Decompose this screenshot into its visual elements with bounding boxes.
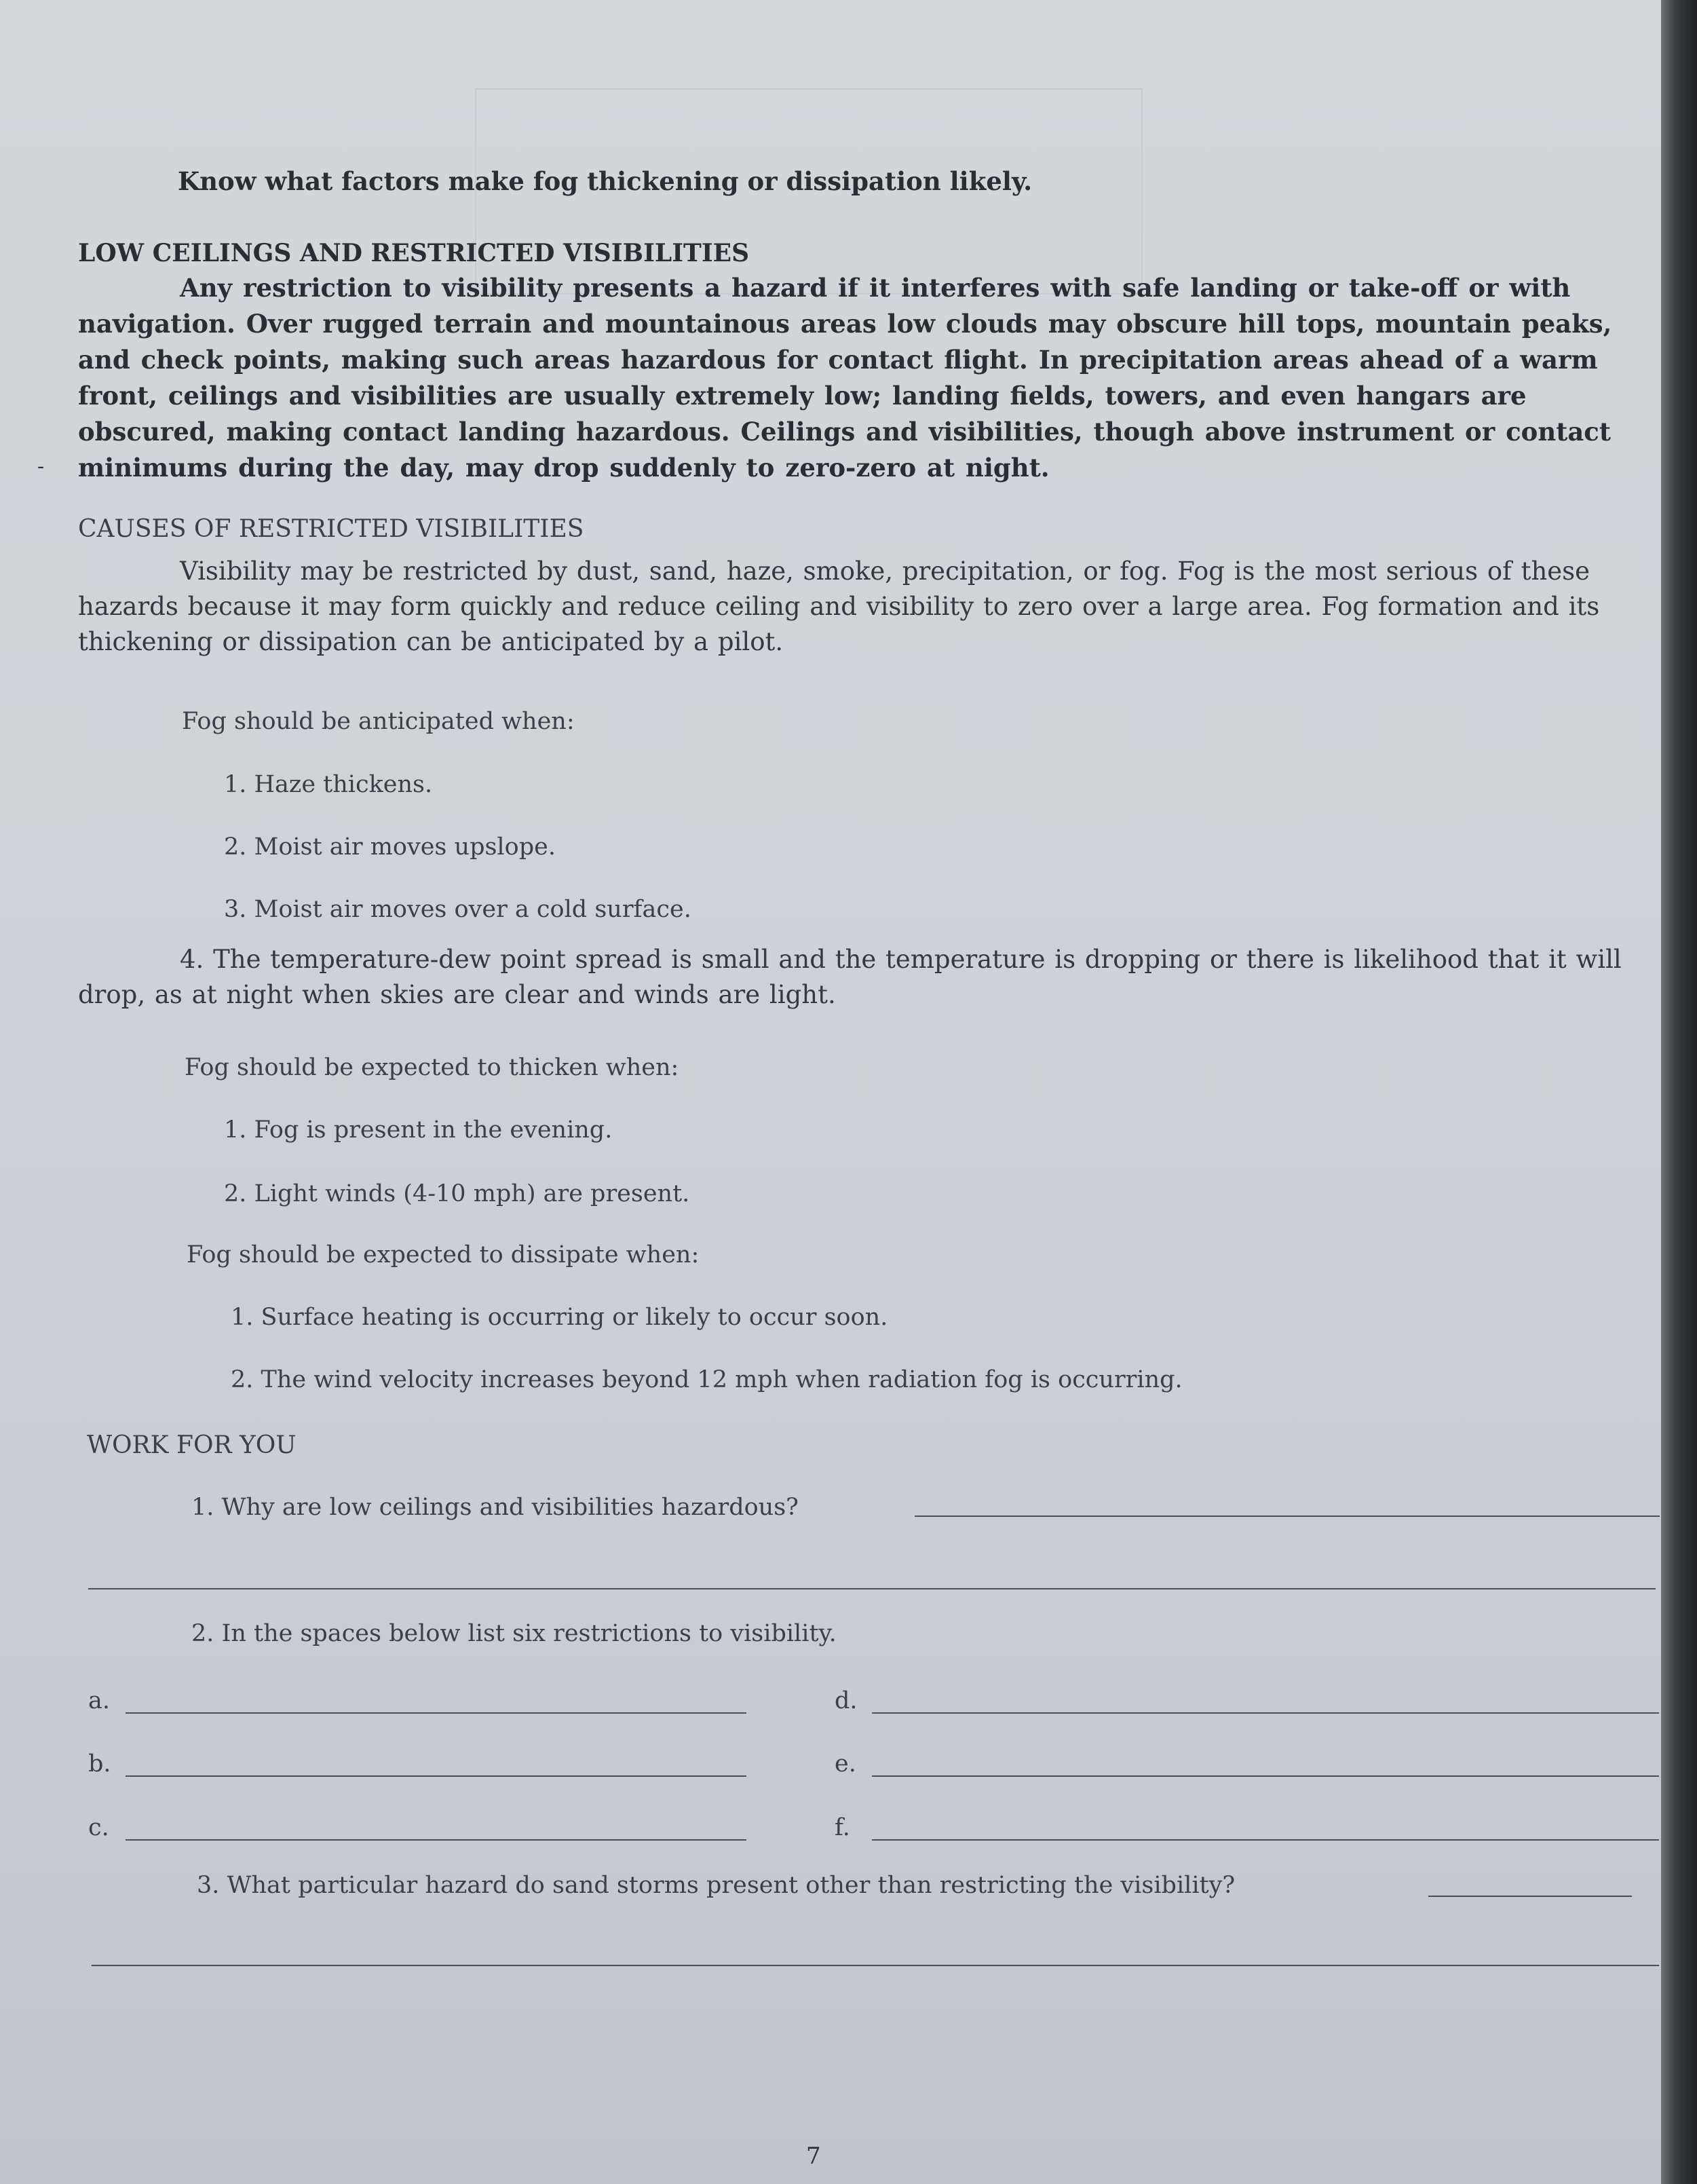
anticipated-intro: Fog should be anticipated when: — [182, 708, 575, 735]
causes-paragraph: Visibility may be restricted by dust, sand, haze, smoke, precipitation, or fog. Fog is the most serious of these hazards because it may form quickly and reduce ceiling and visibility to zero over a large area. Fog formation and its thickening or dissipation can be anticipated by a pilot. — [78, 557, 1600, 656]
answer-line-q3-b[interactable] — [92, 1965, 1659, 1966]
answer-line-q1-a[interactable] — [915, 1515, 1660, 1517]
blank-label-a: a. — [88, 1687, 110, 1714]
question-3: 3. What particular hazard do sand storms present other than restricting the visibility? — [197, 1872, 1236, 1899]
blank-label-c: c. — [88, 1814, 109, 1841]
answer-line-c[interactable] — [126, 1839, 746, 1841]
blank-label-b: b. — [88, 1750, 111, 1777]
thicken-intro: Fog should be expected to thicken when: — [185, 1054, 679, 1081]
anticipated-item-2: 2. Moist air moves upslope. — [224, 833, 556, 861]
thicken-item-2: 2. Light winds (4-10 mph) are present. — [224, 1180, 690, 1207]
section-heading-work: WORK FOR YOU — [87, 1431, 297, 1459]
section-heading-low-ceilings: LOW CEILINGS AND RESTRICTED VISIBILITIES — [78, 239, 750, 267]
section-heading-causes: CAUSES OF RESTRICTED VISIBILITIES — [78, 515, 584, 543]
page-number: 7 — [806, 2143, 821, 2170]
answer-line-e[interactable] — [872, 1775, 1659, 1777]
answer-line-a[interactable] — [126, 1712, 746, 1714]
question-1: 1. Why are low ceilings and visibilities hazardous? — [191, 1494, 799, 1521]
thicken-item-1: 1. Fog is present in the evening. — [224, 1116, 613, 1144]
dissipate-item-1: 1. Surface heating is occurring or likely to occur soon. — [231, 1304, 888, 1331]
anticipated-item-1: 1. Haze thickens. — [224, 771, 433, 798]
scanner-edge — [1661, 0, 1697, 2184]
answer-line-b[interactable] — [126, 1775, 746, 1777]
blank-label-d: d. — [835, 1687, 858, 1714]
low-ceilings-paragraph: Any restriction to visibility presents a hazard if it interferes with safe landing or take-off or with navigation. Over rugged terrain and mountainous areas low clouds may obscure hill tops, mountain peaks, and check points, making such areas hazardous for contact flight. In precipitation areas ahead of a warm front, ceilings and visibilities are usually extremely low; landing fields, towers, and even hangars are obscured, making contact landing hazardous. Ceilings and visibilities, though above instrument or contact minimums during the day, may drop suddenly to zero-zero at night. — [78, 273, 1612, 483]
anticipated-item-3: 3. Moist air moves over a cold surface. — [224, 896, 691, 923]
answer-line-d[interactable] — [872, 1712, 1659, 1714]
dissipate-item-2: 2. The wind velocity increases beyond 12 mph when radiation fog is occurring. — [231, 1366, 1183, 1393]
dissipate-intro: Fog should be expected to dissipate when: — [187, 1241, 700, 1268]
question-2: 2. In the spaces below list six restrictions to visibility. — [191, 1620, 837, 1647]
margin-mark: - — [37, 455, 45, 478]
anticipated-item-4: 4. The temperature-dew point spread is small and the temperature is dropping or there is likelihood that it will drop, as at night when skies are clear and winds are light. — [78, 945, 1622, 1009]
blank-label-e: e. — [835, 1750, 856, 1777]
answer-line-q1-b[interactable] — [88, 1588, 1656, 1589]
blank-label-f: f. — [835, 1814, 850, 1841]
answer-line-f[interactable] — [872, 1839, 1659, 1841]
answer-line-q3-a[interactable] — [1428, 1896, 1632, 1897]
intro-line: Know what factors make fog thickening or dissipation likely. — [178, 166, 1033, 196]
